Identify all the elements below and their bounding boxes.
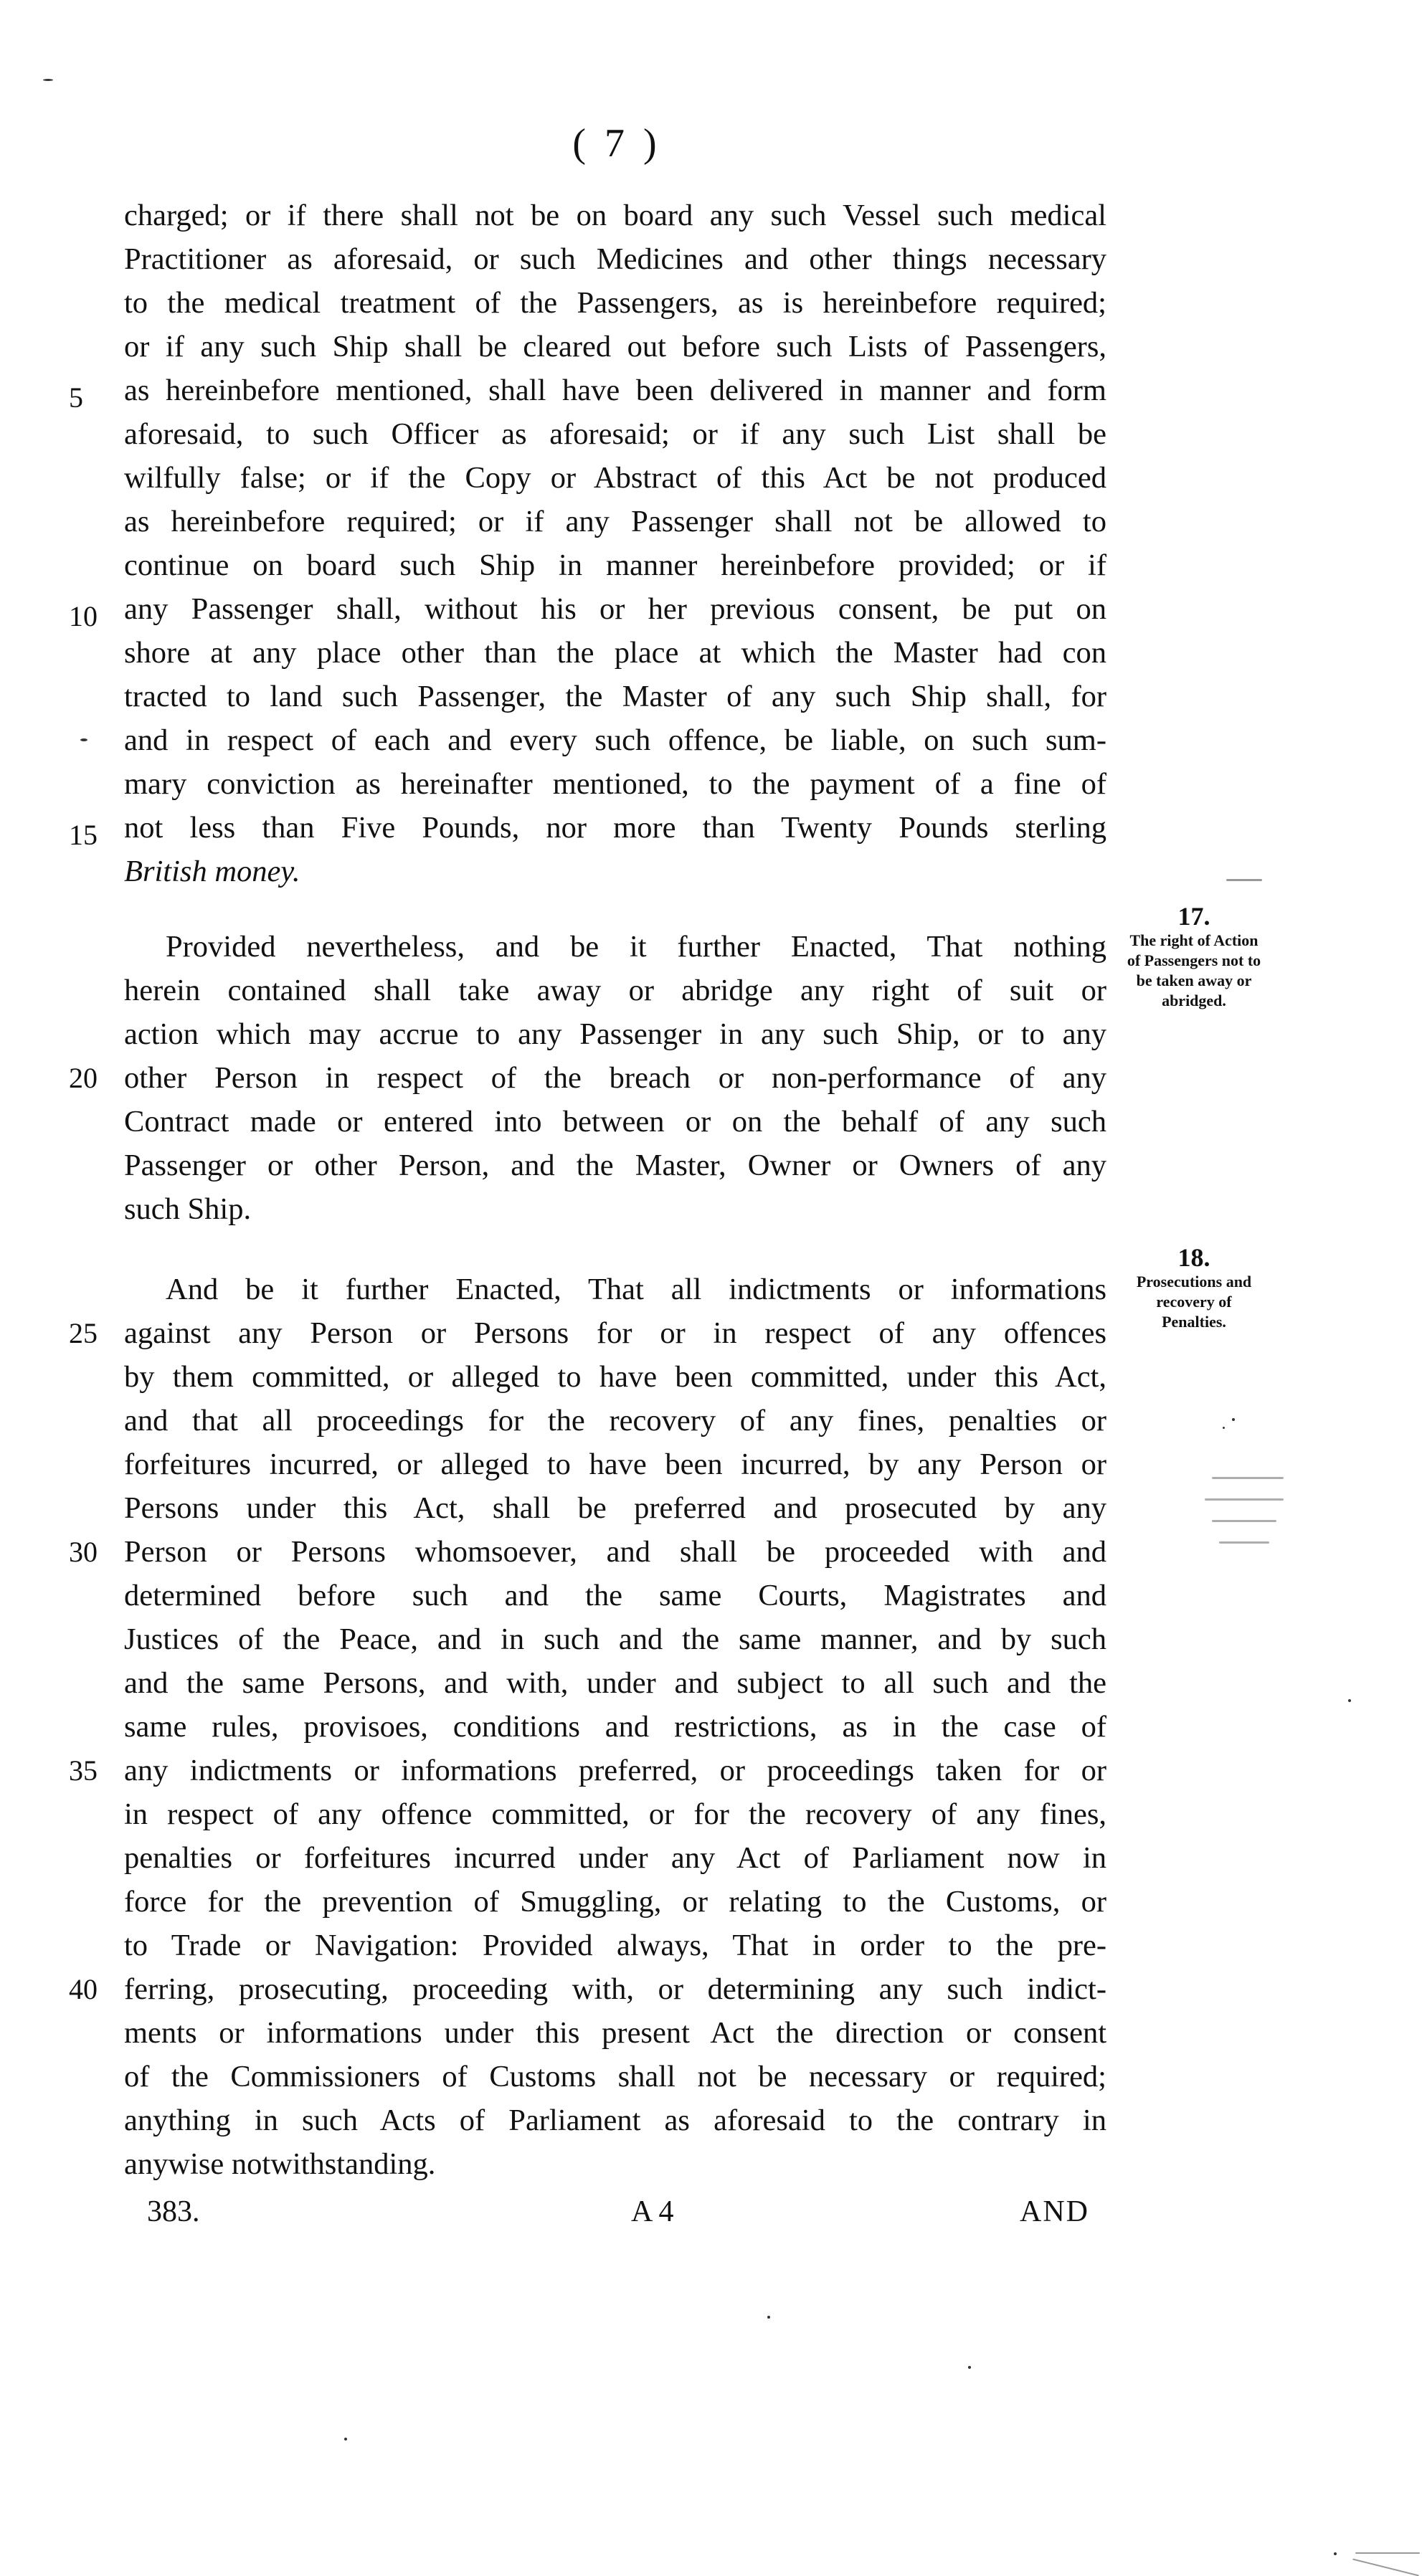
scan-speck — [1352, 2559, 1419, 2576]
margin-note-18 — [1122, 1243, 1266, 1332]
text-line: Justices of the Peace, and in such and the same manner, and by such — [124, 1622, 1106, 1656]
text-line: determined before such and the same Courts, Magistrates and — [124, 1579, 1106, 1612]
scan-speck — [80, 738, 87, 741]
line-number: 30 — [69, 1536, 98, 1568]
text-line: herein contained shall take away or abridge any right of suit or — [124, 974, 1106, 1007]
line-number: 15 — [69, 819, 98, 851]
text-line: tracted to land such Passenger, the Master of any such Ship shall, for — [124, 680, 1106, 713]
text-line: to Trade or Navigation: Provided always, That in order to the pre- — [124, 1929, 1106, 1962]
scan-speck — [1205, 1498, 1284, 1501]
text-line: by them committed, or alleged to have been committed, under this Act, — [124, 1360, 1106, 1394]
text-line: of the Commissioners of Customs shall not be necessary or required; — [124, 2060, 1106, 2093]
text-line: action which may accrue to any Passenger in any such Ship, or to any — [124, 1017, 1106, 1051]
text-line: against any Person or Persons for or in respect of any offences — [124, 1316, 1106, 1350]
margin-note-text: Prosecutions and recovery of Penalties. — [1136, 1273, 1252, 1331]
scan-speck — [1355, 2552, 1420, 2554]
text-line: any indictments or informations preferred, or proceedings taken for or — [124, 1754, 1106, 1787]
text-line: such Ship. — [124, 1192, 252, 1226]
text-line: British money. — [124, 855, 300, 888]
page-number: ( 7 ) — [572, 121, 661, 166]
scan-speck — [1219, 1541, 1269, 1544]
text-line: Passenger or other Person, and the Master, Owner or Owners of any — [124, 1149, 1106, 1182]
text-line: aforesaid, to such Officer as aforesaid; or if any such List shall be — [124, 417, 1106, 451]
scan-speck — [43, 79, 53, 81]
paragraph-2 — [124, 925, 1106, 1231]
text-line: any Passenger shall, without his or her previous consent, be put on — [124, 592, 1106, 626]
text-line: and in respect of each and every such offence, be liable, on such sum- — [124, 723, 1106, 757]
margin-note-number: 18. — [1177, 1243, 1210, 1272]
scan-speck — [1334, 2552, 1337, 2555]
line-number: 35 — [69, 1754, 98, 1787]
text-line: Provided nevertheless, and be it further Enacted, That nothing — [166, 930, 1106, 964]
text-line: in respect of any offence committed, or for the recovery of any fines, — [124, 1797, 1106, 1831]
text-line: as hereinbefore mentioned, shall have been delivered in manner and form — [124, 374, 1106, 407]
text-line: and that all proceedings for the recovery of any fines, penalties or — [124, 1404, 1106, 1437]
margin-note-number: 17. — [1177, 902, 1210, 931]
scan-speck — [1223, 1427, 1225, 1429]
text-line: mary conviction as hereinafter mentioned, to the payment of a fine of — [124, 767, 1106, 801]
text-line: to the medical treatment of the Passengers, as is hereinbefore required; — [124, 286, 1106, 320]
text-line: ments or informations under this present Act the direction or consent — [124, 2016, 1106, 2050]
text-line: same rules, provisoes, conditions and restrictions, as in the case of — [124, 1710, 1106, 1744]
text-line: or if any such Ship shall be cleared out before such Lists of Passengers, — [124, 330, 1106, 363]
paragraph-1 — [124, 194, 1106, 893]
text-line: Contract made or entered into between or on the behalf of any such — [124, 1105, 1106, 1139]
footer-signature-mark: A 4 — [631, 2195, 674, 2228]
scan-speck — [1212, 1477, 1284, 1479]
paragraph-3 — [124, 1268, 1106, 2186]
line-number: 25 — [69, 1317, 98, 1349]
scan-speck — [968, 2366, 971, 2369]
text-line: force for the prevention of Smuggling, or relating to the Customs, or — [124, 1885, 1106, 1919]
text-line: charged; or if there shall not be on board any such Vessel such medical — [124, 199, 1106, 232]
scan-speck — [1232, 1418, 1235, 1421]
scan-speck — [767, 2316, 770, 2319]
text-line: anything in such Acts of Parliament as aforesaid to the contrary in — [124, 2104, 1106, 2137]
scan-speck — [1212, 1520, 1276, 1522]
scan-speck — [344, 2438, 347, 2440]
text-line: as hereinbefore required; or if any Passenger shall not be allowed to — [124, 505, 1106, 538]
text-line: Persons under this Act, shall be preferred and prosecuted by any — [124, 1491, 1106, 1525]
text-line: other Person in respect of the breach or non-performance of any — [124, 1061, 1106, 1095]
line-number: 20 — [69, 1062, 98, 1094]
text-line: shore at any place other than the place at which the Master had con — [124, 636, 1106, 670]
footer-catchword: AND — [1020, 2195, 1089, 2228]
text-line: forfeitures incurred, or alleged to have been incurred, by any Person or — [124, 1448, 1106, 1481]
margin-note-17 — [1122, 902, 1266, 1011]
footer-signature-number: 383. — [147, 2195, 200, 2228]
scan-speck — [1348, 1699, 1351, 1702]
text-line: not less than Five Pounds, nor more than Twenty Pounds sterling — [124, 811, 1106, 845]
text-line: penalties or forfeitures incurred under any Act of Parliament now in — [124, 1841, 1106, 1875]
text-line: continue on board such Ship in manner hereinbefore provided; or if — [124, 548, 1106, 582]
text-line: anywise notwithstanding. — [124, 2147, 436, 2181]
text-line: And be it further Enacted, That all indictments or informations — [166, 1273, 1106, 1306]
text-line: Person or Persons whomsoever, and shall be proceeded with and — [124, 1535, 1106, 1569]
text-line: and the same Persons, and with, under and subject to all such and the — [124, 1666, 1106, 1700]
text-line: Practitioner as aforesaid, or such Medicines and other things necessary — [124, 242, 1106, 276]
line-number: 5 — [69, 381, 83, 414]
line-number: 40 — [69, 1973, 98, 2005]
text-line: wilfully false; or if the Copy or Abstract of this Act be not produced — [124, 461, 1106, 495]
text-line: ferring, prosecuting, proceeding with, or determining any such indict- — [124, 1972, 1106, 2006]
margin-note-text: The right of Action of Passengers not to be taken away or abridged. — [1127, 931, 1261, 1009]
scan-speck — [1226, 879, 1262, 881]
line-number: 10 — [69, 600, 98, 632]
